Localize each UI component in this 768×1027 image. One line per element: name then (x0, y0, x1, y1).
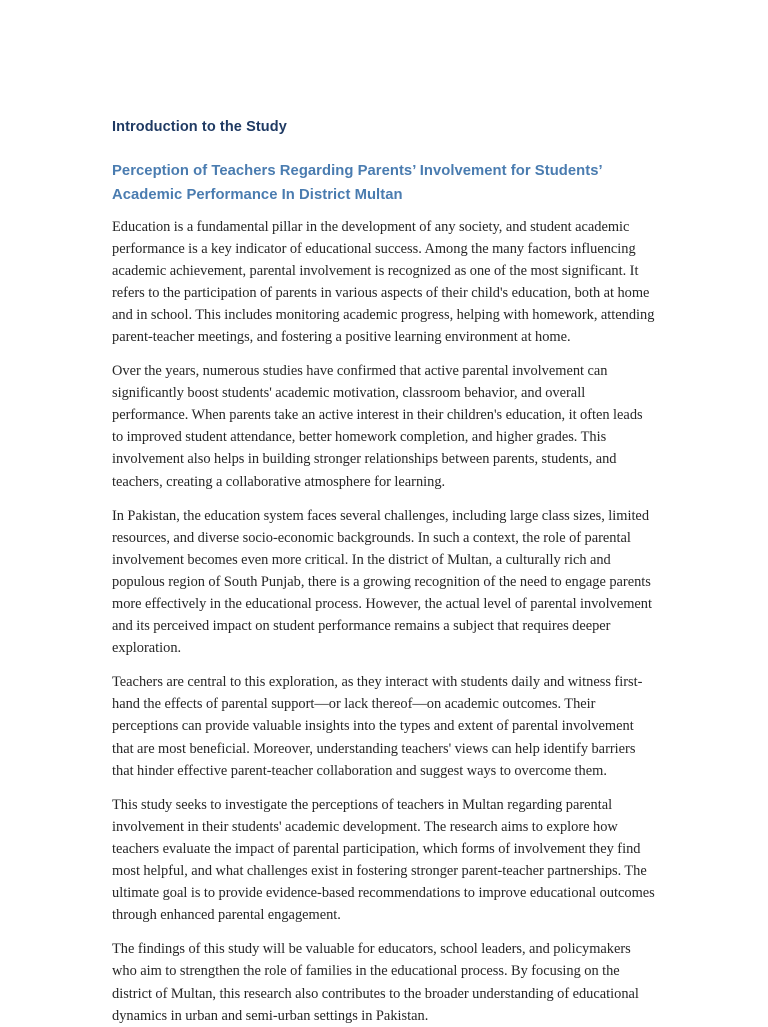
paragraph: In Pakistan, the education system faces several challenges, including large class sizes, limited resources, and diverse socio-economic backgrounds. In such a context, the role of parental involvement becomes even more critical. In the district of Multan, a culturally rich and populous region of South Punjab, there is a growing recognition of the need to engage parents more effectively in the educational process. However, the actual level of parental involvement and its perceived impact on student performance remains a subject that requires deeper exploration. (112, 507, 652, 657)
document-content (112, 118, 656, 1027)
paragraph: Teachers are central to this exploration, as they interact with students daily and witness first-hand the effects of parental support—or lack thereof—on academic outcomes. Their perceptions can provide valuable insights into the types and extent of parental involvement that are most beneficial. Moreover, understanding teachers' views can help identify barriers that hinder effective parent-teacher collaboration and suggest ways to overcome them. (112, 674, 643, 779)
page-title: Introduction to the Study (112, 119, 287, 135)
paragraph: Education is a fundamental pillar in the development of any society, and student academic performance is a key indicator of educational success. Among the many factors influencing academic achievement, parental involvement is recognized as one of the most significant. It refers to the participation of parents in various aspects of their child's education, both at home and in school. This includes monitoring academic progress, helping with homework, attending parent-teacher meetings, and fostering a positive learning environment at home. (112, 218, 655, 345)
paragraph: Over the years, numerous studies have confirmed that active parental involvement can significantly boost students' academic motivation, classroom behavior, and overall performance. When parents take an active interest in their children's education, it often leads to improved student attendance, better homework completion, and higher grades. This involvement also helps in building stronger relationships between parents, students, and teachers, creating a collaborative atmosphere for learning. (112, 363, 643, 490)
paragraph: This study seeks to investigate the perceptions of teachers in Multan regarding parental involvement in their students' academic development. The research aims to explore how teachers evaluate the impact of parental participation, which forms of involvement they find most helpful, and what challenges exist in fostering stronger parent-teacher partnerships. The ultimate goal is to provide evidence-based recommendations to improve educational outcomes through enhanced parental engagement. (112, 796, 655, 924)
document-subtitle: Perception of Teachers Regarding Parents’ Involvement for Students’ Academic Performance In District Multan (112, 162, 602, 203)
paragraph: The findings of this study will be valuable for educators, school leaders, and policymakers who aim to strengthen the role of families in the educational process. By focusing on the district of Multan, this research also contributes to the broader understanding of educational dynamics in urban and semi-urban settings in Pakistan. (112, 941, 639, 1024)
body-text-block (112, 216, 656, 1027)
